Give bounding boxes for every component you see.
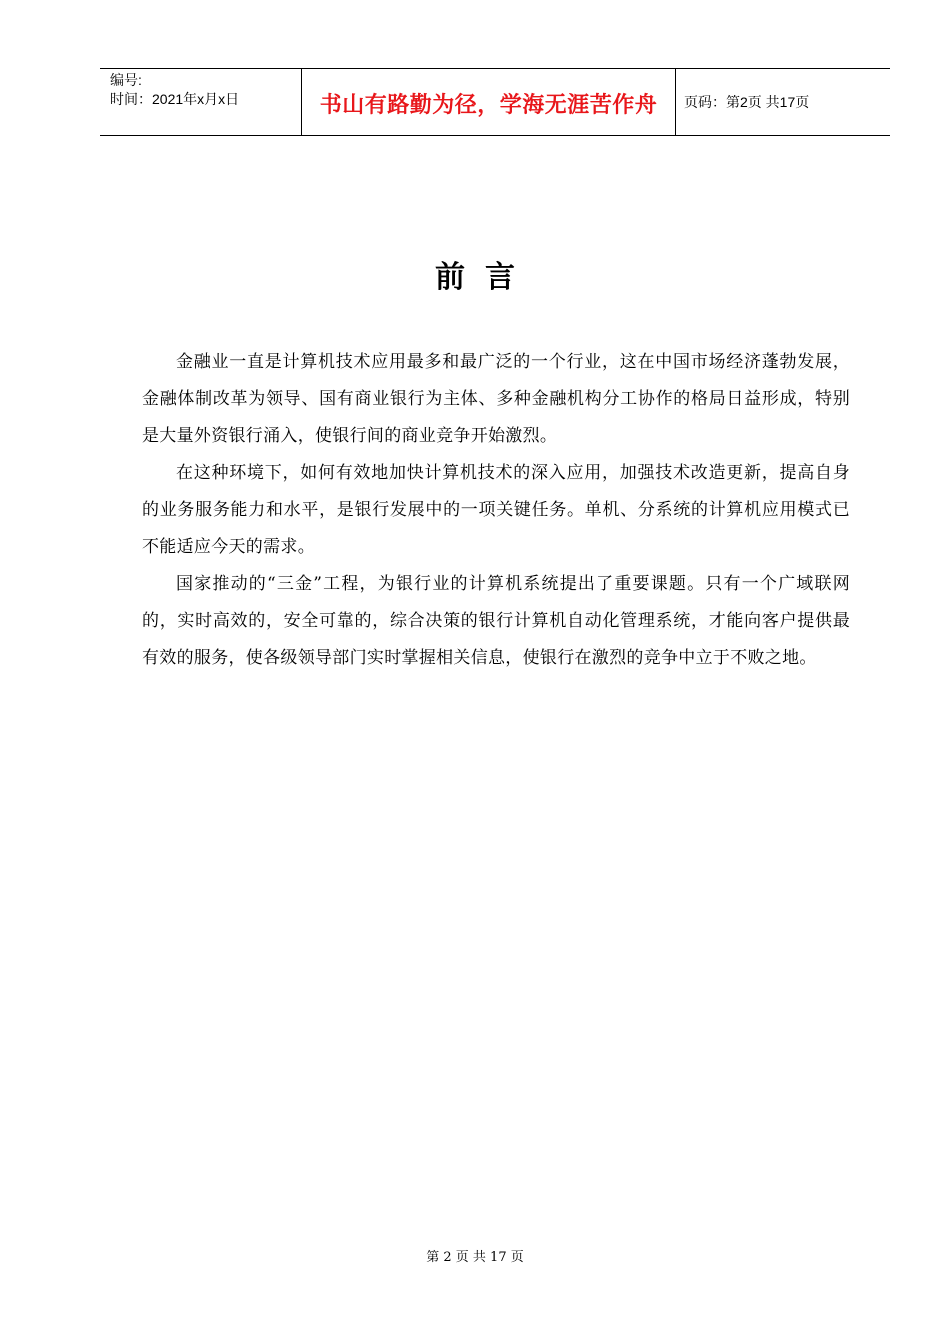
header-page-info: 页码：第2页 共17页: [684, 94, 810, 110]
paragraph-3: 国家推动的“三金”工程，为银行业的计算机系统提出了重要课题。只有一个广域联网的，实时高效的，安全可靠的，综合决策的银行计算机自动化管理系统，才能向客户提供最有效的服务，使各级领导部门实时掌握相关信息，使银行在激烈的竞争中立于不败之地。: [142, 574, 850, 668]
header-motto-cell: [302, 69, 676, 135]
document-body: [142, 344, 850, 677]
paragraph-2: 在这种环境下，如何有效地加快计算机技术的深入应用，加强技术改造更新，提高自身的业务服务能力和水平，是银行发展中的一项关键任务。单机、分系统的计算机应用模式已不能适应今天的需求。: [142, 463, 850, 557]
header-motto: 书山有路勤为径，学海无涯苦作舟: [319, 92, 658, 118]
header-meta-cell: [100, 69, 302, 135]
header-page-cell: [676, 69, 890, 135]
document-title: 前言: [435, 260, 535, 295]
header-time-label: 时间：2021年x月x日: [110, 91, 240, 107]
header-number-label: 编号:: [110, 72, 142, 88]
page-footer: 第 2 页 共 17 页: [426, 1250, 524, 1265]
paragraph-1: 金融业一直是计算机技术应用最多和最广泛的一个行业，这在中国市场经济蓬勃发展，金融体制改革为领导、国有商业银行为主体、多种金融机构分工协作的格局日益形成，特别是大量外资银行涌入，使银行间的商业竞争开始激烈。: [142, 352, 850, 446]
page-header: [100, 68, 890, 136]
